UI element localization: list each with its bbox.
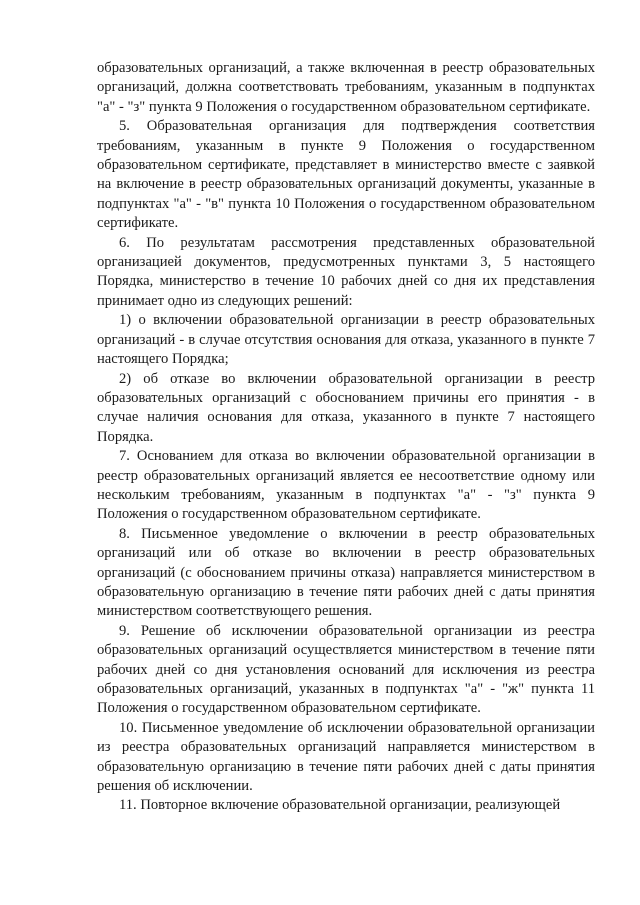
document-page [97,59,595,816]
paragraph-5: 5. Образовательная организация для подтверждения соответствия требованиям, указанным в пункте 9 Положения о государственном образовательном сертификате, представляет в министерство вместе с заявкой на включение в реестр образовательных организаций документы, указанные в подпунктах "а" - "в" пункта 10 Положения о государственном образовательном сертификате. [97,118,595,232]
paragraph-11: 11. Повторное включение образовательной организации, реализующей [119,797,561,814]
paragraph-6: 6. По результатам рассмотрения представленных образовательной организацией документов, предусмотренных пунктами 3, 5 настоящего Порядка, министерство в течение 10 рабочих дней со дня их представления принимает одно из следующих решений: [97,234,595,309]
paragraph-10: 10. Письменное уведомление об исключении образовательной организации из реестра образовательных организаций направляется министерством в образовательную организацию в течение пяти рабочих дней с даты принятия решения об исключении. [97,719,595,795]
paragraph-6-item-2: 2) об отказе во включении образовательной организации в реестр образовательных организаций с обоснованием причины его принятия - в случае наличия основания для отказа, указанного в пункте 7 настоящего Порядка. [97,370,595,445]
paragraph-7: 7. Основанием для отказа во включении образовательной организации в реестр образовательных организаций является ее несоответствие одному или нескольким требованиям, указанным в подпунктах "а" - "з" пункта 9 Положения о государственном образовательном сертификате. [97,448,595,523]
paragraph-6-item-1: 1) о включении образовательной организации в реестр образовательных организаций - в случае отсутствия основания для отказа, указанного в пункте 7 настоящего Порядка; [97,312,595,368]
paragraph-8: 8. Письменное уведомление о включении в реестр образовательных организаций или об отказе во включении в реестр образовательных организаций (с обоснованием причины отказа) направляется министерством в образовательную организацию в течение пяти рабочих дней с даты принятия министерством соответствующего решения. [97,525,595,620]
paragraph-continuation: образовательных организаций, а также включенная в реестр образовательных организаций, должна соответствовать требованиям, указанным в подпунктах "а" - "з" пункта 9 Положения о государственном образовательном сертификате. [97,60,595,115]
paragraph-9: 9. Решение об исключении образовательной организации из реестра образовательных организаций осуществляется министерством в течение пяти рабочих дней со дня установления оснований для исключения из реестра образовательных организаций, указанных в подпунктах "а" - "ж" пункта 11 Положения о государственном образовательном сертификате. [97,622,595,717]
